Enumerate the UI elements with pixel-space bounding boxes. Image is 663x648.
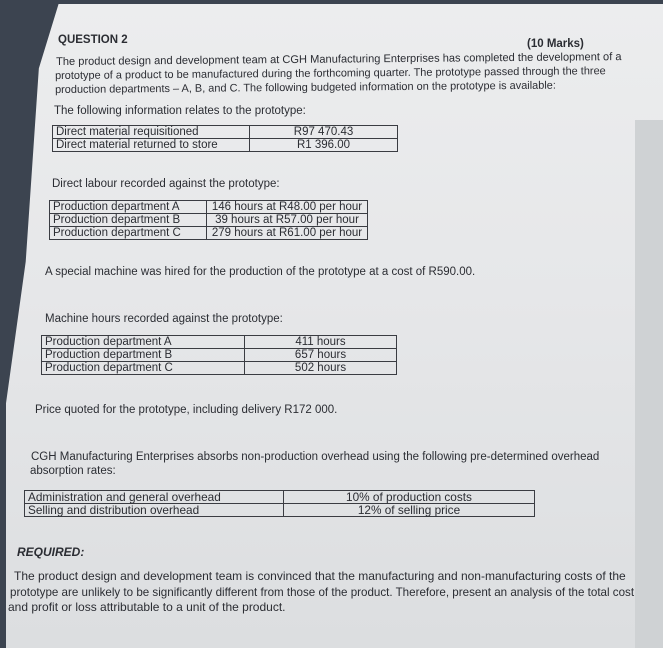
overhead-label: Administration and general overhead (25, 491, 284, 504)
machine-dept: Production department C (42, 362, 245, 375)
labour-heading: Direct labour recorded against the prototype: (52, 178, 280, 190)
question-title: QUESTION 2 (58, 34, 128, 46)
required-line-2: prototype are unlikely to be significantly different from those of the product. Therefore, present an analysis of the total cost (10, 586, 635, 599)
machine-dept: Production department B (42, 349, 245, 362)
table-row (53, 126, 398, 139)
labour-dept: Production department C (50, 227, 207, 240)
intro-line-1: The product design and development team at CGH Manufacturing Enterprises has completed the development of a (56, 51, 622, 68)
table-row (42, 349, 397, 362)
background-edge (635, 120, 663, 648)
absorb-line-2: absorption rates: (30, 465, 116, 477)
material-label: Direct material returned to store (53, 139, 250, 152)
table-row (42, 362, 397, 375)
intro-line-3: production departments – A, B, and C. The following budgeted information on the prototype is available: (55, 79, 556, 96)
table-row (53, 139, 398, 152)
table-row (50, 214, 368, 227)
machine-dept: Production department A (42, 336, 245, 349)
absorb-line-1: CGH Manufacturing Enterprises absorbs non-production overhead using the following pre-determined overhead (31, 451, 600, 463)
labour-detail: 39 hours at R57.00 per hour (207, 214, 368, 227)
special-machine-note: A special machine was hired for the production of the prototype at a cost of R590.00. (45, 266, 476, 278)
machine-hours: 502 hours (245, 362, 397, 375)
labour-table (49, 200, 368, 240)
overhead-rates-table (24, 490, 535, 517)
question-marks: (10 Marks) (527, 38, 584, 50)
labour-dept: Production department A (50, 201, 207, 214)
paper-sheet (6, 4, 663, 648)
required-line-3: and profit or loss attributable to a unit of the product. (8, 600, 286, 614)
machine-hours-table (41, 335, 397, 375)
table-row (50, 227, 368, 240)
table-row (25, 504, 535, 517)
material-value: R97 470.43 (250, 126, 398, 139)
info-heading: The following information relates to the prototype: (54, 105, 306, 117)
price-quoted: Price quoted for the prototype, including delivery R172 000. (35, 404, 338, 416)
overhead-rate: 12% of selling price (284, 504, 535, 517)
materials-table (52, 125, 398, 152)
labour-detail: 279 hours at R61.00 per hour (207, 227, 368, 240)
labour-detail: 146 hours at R48.00 per hour (207, 201, 368, 214)
machine-heading: Machine hours recorded against the prototype: (45, 313, 283, 325)
overhead-rate: 10% of production costs (284, 491, 535, 504)
machine-hours: 411 hours (245, 336, 397, 349)
intro-line-2: prototype of a product to be manufactured during the forthcoming quarter. The prototype passed through the three (55, 65, 606, 82)
material-label: Direct material requisitioned (53, 126, 250, 139)
material-value: R1 396.00 (250, 139, 398, 152)
table-row (42, 336, 397, 349)
table-row (50, 201, 368, 214)
overhead-label: Selling and distribution overhead (25, 504, 284, 517)
required-line-1: The product design and development team is convinced that the manufacturing and non-manufacturing costs of the (14, 569, 626, 583)
machine-hours: 657 hours (245, 349, 397, 362)
required-heading: REQUIRED: (17, 545, 85, 559)
labour-dept: Production department B (50, 214, 207, 227)
table-row (25, 491, 535, 504)
